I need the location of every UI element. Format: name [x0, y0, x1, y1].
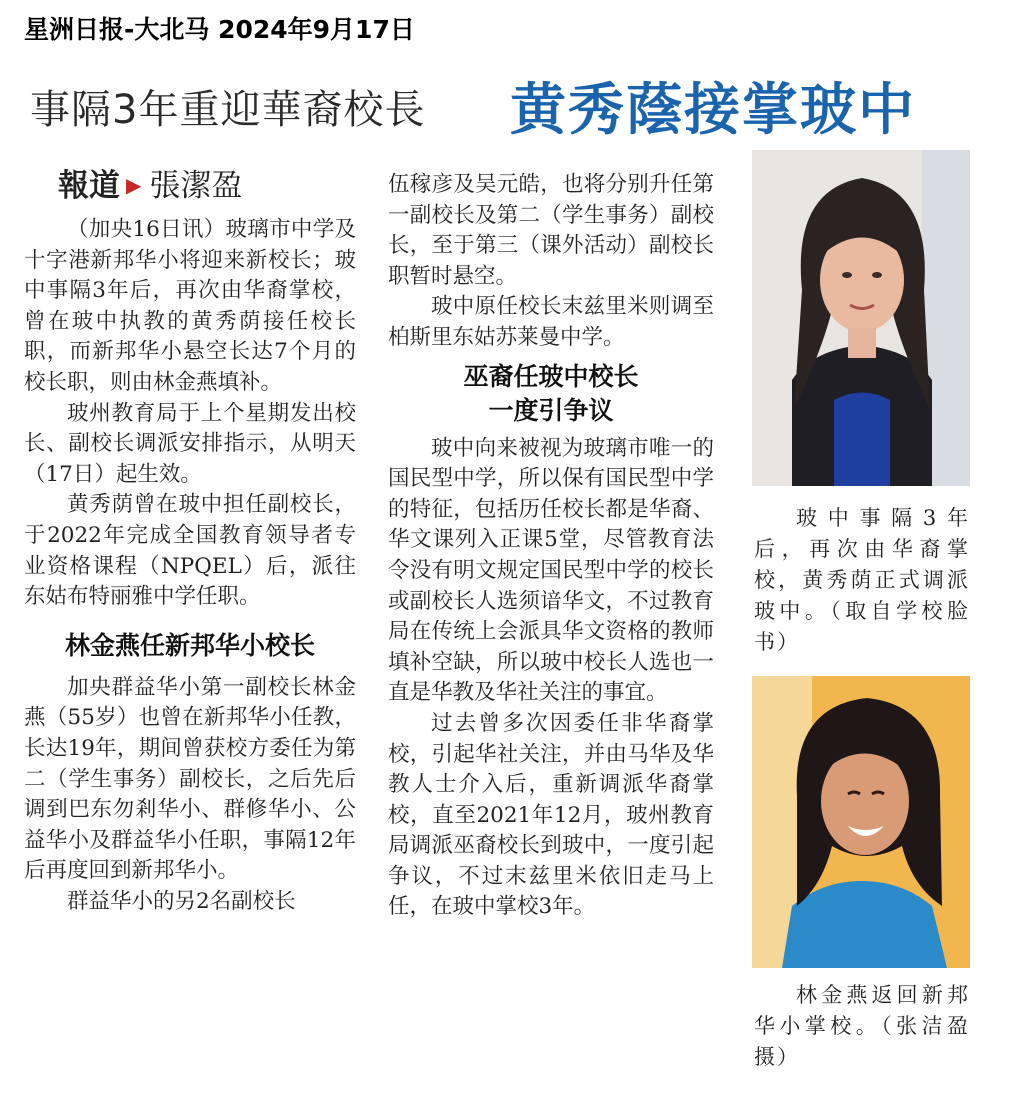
photo-caption: 林金燕返回新邦华小掌校。（张洁盈摄） [754, 983, 970, 1069]
headline-kicker: 事隔3年重迎華裔校長 [30, 87, 426, 133]
subheading [388, 360, 714, 428]
principal-portrait-photo [752, 676, 970, 968]
photo-caption: 玻中事隔3年后，再次由华裔掌校，黄秀荫正式调派玻中。（取自学校脸书） [754, 506, 970, 654]
byline [58, 160, 242, 205]
paragraph: 玻中原任校长末兹里米则调至柏斯里东姑苏莱曼中学。 [388, 294, 714, 350]
main-headline: 黄秀蔭接掌玻中 [510, 78, 916, 143]
subheading: 林金燕任新邦华小校长 [64, 630, 315, 660]
principal-portrait-photo [752, 150, 970, 486]
newspaper-source-date: 星洲日报-大北马 2024年9月17日 [24, 15, 415, 44]
paragraph: 黄秀荫曾在玻中担任副校长，于2022年完成全国教育领导者专业资格课程（NPQEL）后，派往东姑布特丽雅中学任职。 [24, 492, 356, 610]
article-column-1 [24, 215, 356, 917]
triangle-right-icon: ▶ [126, 173, 142, 197]
paragraph: 玻州教育局于上个星期发出校长、副校长调派安排指示，从明天（17日）起生效。 [24, 400, 356, 487]
paragraph: 群益华小的另2名副校长 [67, 888, 296, 914]
paragraph: （加央16日讯）玻璃市中学及十字港新邦华小将迎来新校长；玻中事隔3年后，再次由华裔掌校，曾在玻中执教的黄秀荫接任校长职，而新邦华小悬空长达7个月的校长职，则由林金燕填补。 [24, 217, 356, 395]
paragraph: 加央群益华小第一副校长林金燕（55岁）也曾在新邦华小任教，长达19年，期间曾获校方委任为第二（学生事务）副校长，之后先后调到巴东勿剎华小、群修华小、公益华小及群益华小任职，事隔12年后再度回到新邦华小。 [24, 674, 356, 884]
byline-author: 張潔盈 [149, 168, 243, 204]
paragraph: 玻中向来被视为玻璃市唯一的国民型中学，所以保有国民型中学的特征，包括历任校长都是华裔、华文课列入正课5堂，尽管教育法令没有明文规定国民型中学的校长或副校长人选须谙华文，不过教育局在传统上会派具华文资格的教师填补空缺，所以玻中校长人选也一直是华教及华社关注的事宜。 [388, 435, 714, 706]
article-column-2 [388, 170, 714, 923]
paragraph: 伍稼彦及吴元皓，也将分别升任第一副校长及第二（学生事务）副校长，至于第三（课外活动）副校长职暂时悬空。 [388, 172, 714, 289]
subheading-line: 一度引争议 [488, 395, 614, 425]
subheading-line: 巫裔任玻中校长 [463, 361, 639, 391]
paragraph: 过去曾多次因委任非华裔掌校，引起华社关注，并由马华及华教人士介入后，重新调派华裔掌校，直至2021年12月，玻州教育局调派巫裔校长到玻中，一度引起争议，不过末兹里米依旧走马上任，在玻中掌校3年。 [388, 710, 714, 920]
byline-label: 報道 [58, 168, 120, 204]
